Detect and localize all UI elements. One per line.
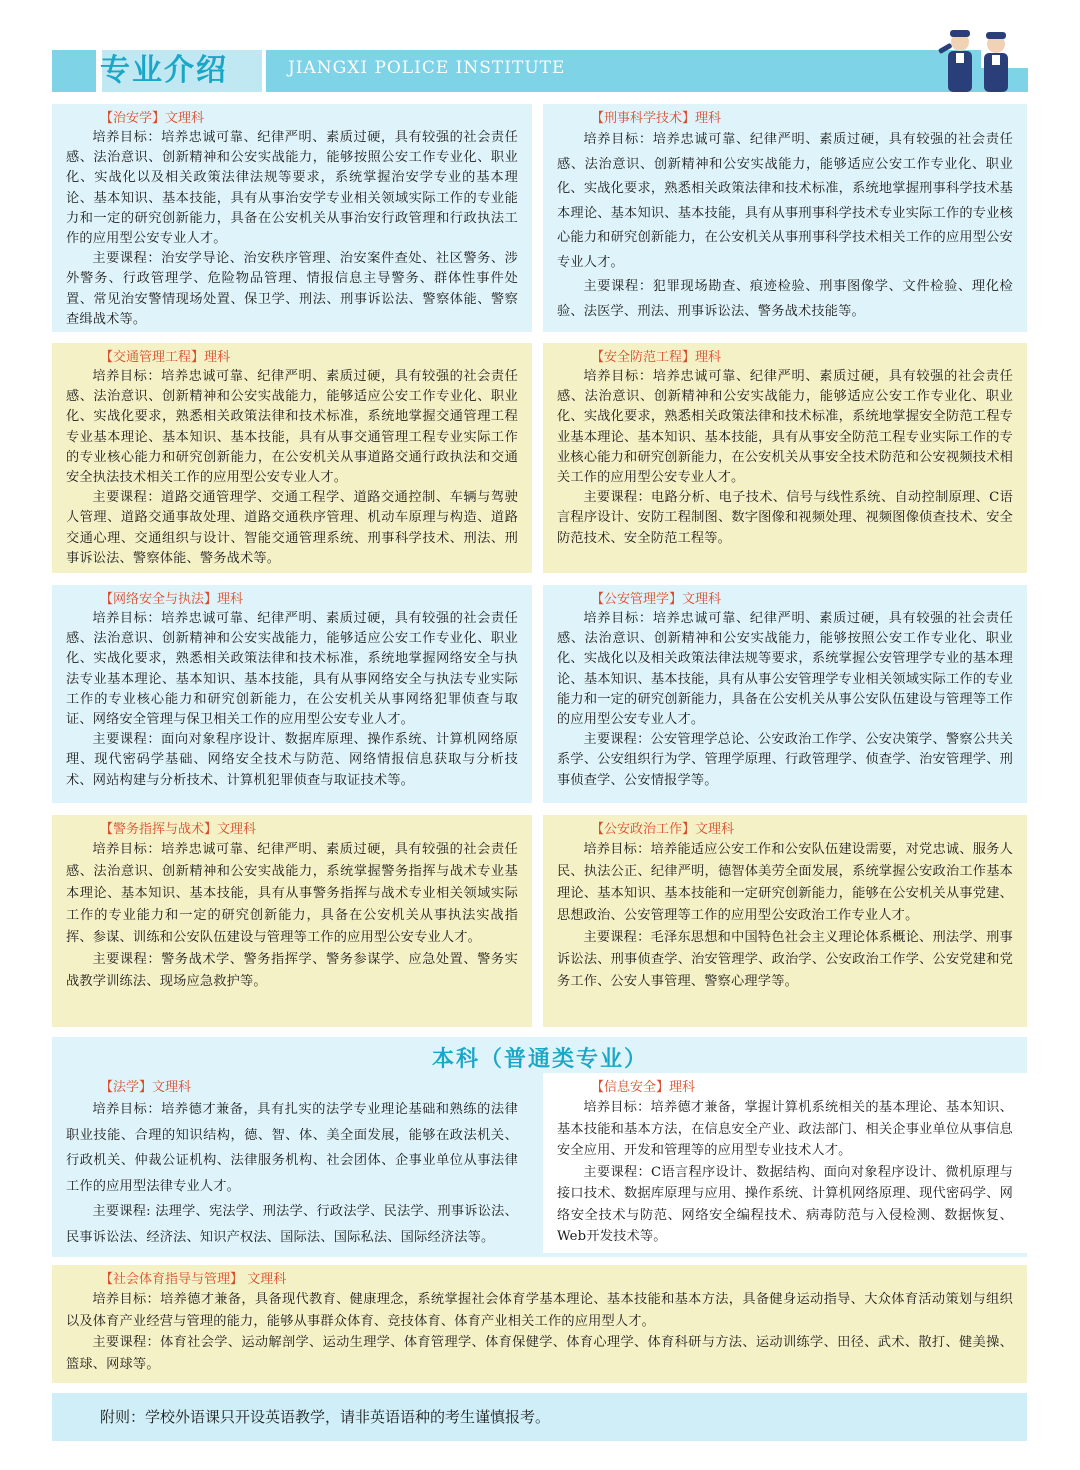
major-courses: 主要课程：C语言程序设计、数据结构、面向对象程序设计、微机原理与接口技术、数据库原理与应用、操作系统、计算机网络原理、现代密码学、网络安全技术与防范、网络安全编程技术、病毒防范与入侵检测、数据恢复、Web开发技术等。 (557, 1164, 1013, 1244)
major-courses: 主要课程：毛泽东思想和中国特色社会主义理论体系概论、刑法学、刑事诉讼法、刑事侦查学、治安管理学、政治学、公安政治工作学、公安党建和党务工作、公安人事管理、警察心理学等。 (557, 930, 1013, 989)
major-heading: 【治安学】文理科 (100, 111, 205, 126)
major-card-xingshi-kexue-jishu (543, 104, 1027, 332)
major-heading: 【警务指挥与战术】文理科 (100, 822, 257, 837)
header-accent-bar (52, 50, 96, 92)
footer-note: 附则：学校外语课只开设英语教学，请非英语语种的考生谨慎报考。 (52, 1393, 1027, 1441)
police-officers-illustration (930, 20, 1028, 92)
major-goal: 培养目标：培养忠诚可靠、纪律严明、素质过硬，具有较强的社会责任感、法治意识、创新精神和公安实战能力，能够适应公安工作专业化、职业化、实战化要求，熟悉相关政策法律和技术标准，系统地掌握网络安全与执法专业基本理论、基本知识、基本技能，具有从事网络安全与执法专业实际工作的专业核心能力和研究创新能力，在公安机关从事网络犯罪侦查与取证、网络安全管理与保卫相关工作的应用型公安专业人才。 (66, 611, 518, 728)
major-goal: 培养目标：培养忠诚可靠、纪律严明、素质过硬，具有较强的社会责任感、法治意识、创新精神和公安实战能力，能够适应公安工作专业化、职业化、实战化要求，熟悉相关政策法律和技术标准，系统地掌握交通管理工程专业基本理论、基本知识、基本技能，具有从事交通管理工程专业实际工作的专业核心能力和研究创新能力，在公安机关从事道路交通行政执法和交通安全执法技术相关工作的应用型公安专业人才。 (66, 369, 518, 486)
major-heading: 【网络安全与执法】理科 (100, 592, 244, 607)
page-title: 专业介绍 (100, 53, 228, 88)
major-heading: 【信息安全】理科 (591, 1080, 696, 1095)
major-card-faxue (52, 1073, 532, 1253)
major-heading: 【公安管理学】文理科 (591, 592, 722, 607)
major-goal: 培养目标：培养忠诚可靠、纪律严明、素质过硬，具有较强的社会责任感、法治意识、创新精神和公安实战能力，能够按照公安工作专业化、职业化、实战化以及相关政策法律法规等要求，系统掌握公安管理学专业的基本理论、基本知识、基本技能，具有从事公安管理学专业相关领域实际工作的专业能力和一定的研究创新能力，具备在公安机关从事公安队伍建设与管理等工作的应用型公安专业人才。 (557, 611, 1013, 728)
general-section-title: 本科（普通类专业） (431, 1046, 648, 1072)
major-card-jingwu-zhihui (52, 815, 532, 1027)
major-courses: 主要课程：道路交通管理学、交通工程学、道路交通控制、车辆与驾驶人管理、道路交通事故处理、道路交通秩序管理、机动车原理与构造、道路交通心理、交通组织与设计、智能交通管理系统、刑事科学技术、刑法、刑事诉讼法、警察体能、警务战术等。 (66, 490, 518, 566)
major-card-anquan-fangfan (543, 343, 1027, 573)
major-goal: 培养目标：培养忠诚可靠、纪律严明、素质过硬，具有较强的社会责任感、法治意识、创新精神和公安实战能力，能够按照公安工作专业化、职业化、实战化以及相关政策法律法规等要求，系统掌握治安学专业的基本理论、基本知识、基本技能，具有从事治安学专业相关领域实际工作的专业能力和一定的研究创新能力，具备在公安机关从事治安行政管理和行政执法工作的应用型公安专业人才。 (66, 130, 518, 247)
major-card-jiaotong-guanli (52, 343, 532, 573)
major-courses: 主要课程：警务战术学、警务指挥学、警务参谋学、应急处置、警务实战教学训练法、现场应急救护等。 (66, 952, 518, 989)
major-courses: 主要课程：公安管理学总论、公安政治工作学、公安决策学、警察公共关系学、公安组织行为学、管理学原理、行政管理学、侦查学、治安管理学、刑事侦查学、公安情报学等。 (557, 732, 1013, 788)
major-heading: 【社会体育指导与管理】 文理科 (100, 1272, 287, 1287)
major-courses: 主要课程：体育社会学、运动解剖学、运动生理学、体育管理学、体育保健学、体育心理学、体育科研与方法、运动训练学、田径、武术、散打、健美操、篮球、网球等。 (66, 1335, 1013, 1372)
major-courses: 主要课程：面向对象程序设计、数据库原理、操作系统、计算机网络原理、现代密码学基础、网络安全技术与防范、网络情报信息获取与分析技术、网站构建与分析技术、计算机犯罪侦查与取证技术等。 (66, 732, 518, 788)
major-goal: 培养目标：培养能适应公安工作和公安队伍建设需要，对党忠诚、服务人民、执法公正、纪律严明，德智体美劳全面发展，系统掌握公安政治工作基本理论、基本知识、基本技能和一定研究创新能力，能够在公安机关从事党建、思想政治、公安管理等工作的应用型公安政治工作专业人才。 (557, 842, 1013, 923)
major-courses: 主要课程：治安学导论、治安秩序管理、治安案件查处、社区警务、涉外警务、行政管理学、危险物品管理、情报信息主导警务、群体性事件处置、常见治安警情现场处置、保卫学、刑法、刑事诉讼法、警察体能、警察查缉战术等。 (66, 251, 518, 327)
major-courses: 主要课程：犯罪现场勘查、痕迹检验、刑事图像学、文件检验、理化检验、法医学、刑法、刑事诉讼法、警务战术技能等。 (557, 279, 1013, 319)
major-courses: 主要课程：电路分析、电子技术、信号与线性系统、自动控制原理、C语言程序设计、安防工程制图、数字图像和视频处理、视频图像侦查技术、安全防范技术、安全防范工程等。 (557, 490, 1013, 546)
major-goal: 培养目标：培养忠诚可靠、纪律严明、素质过硬，具有较强的社会责任感、法治意识、创新精神和公安实战能力，系统掌握警务指挥与战术专业基本理论、基本知识、基本技能，具有从事警务指挥与战术专业相关领域实际工作的专业能力和一定的研究创新能力，具备在公安机关从事执法实战指挥、参谋、训练和公安队伍建设与管理等工作的应用型公安专业人才。 (66, 842, 518, 945)
major-goal: 培养目标：培养德才兼备，具备现代教育、健康理念，系统掌握社会体育学基本理论、基本技能和基本方法，具备健身运动指导、大众体育活动策划与组织以及体育产业经营与管理的能力，能够从事群众体育、竞技体育、体育产业相关工作的应用型人才。 (66, 1292, 1013, 1329)
major-heading: 【安全防范工程】理科 (591, 350, 722, 365)
page-header (52, 50, 1027, 92)
major-card-shehui-tiyu (52, 1265, 1027, 1383)
major-card-gongan-guanli (543, 585, 1027, 803)
major-goal: 培养目标：培养德才兼备，具有扎实的法学专业理论基础和熟练的法律职业技能、合理的知识结构，德、智、体、美全面发展，能够在政法机关、行政机关、仲裁公证机构、法律服务机构、社会团体、企事业单位从事法律工作的应用型法律专业人才。 (66, 1102, 518, 1194)
major-heading: 【刑事科学技术】理科 (591, 111, 722, 126)
major-courses: 主要课程: 法理学、宪法学、刑法学、行政法学、民法学、刑事诉讼法、民事诉讼法、经济法、知识产权法、国际法、国际私法、国际经济法等。 (66, 1204, 518, 1245)
major-card-gongan-zhengzhi (543, 815, 1027, 1027)
major-goal: 培养目标：培养忠诚可靠、纪律严明、素质过硬，具有较强的社会责任感、法治意识、创新精神和公安实战能力，能够适应公安工作专业化、职业化、实战化要求，熟悉相关政策法律和技术标准，系统地掌握安全防范工程专业基本理论、基本知识、基本技能，具有从事安全防范工程专业实际工作的专业核心能力和研究创新能力，在公安机关从事安全技术防范和公安视频技术相关工作的应用型公安专业人才。 (557, 369, 1013, 486)
major-goal: 培养目标：培养忠诚可靠、纪律严明、素质过硬，具有较强的社会责任感、法治意识、创新精神和公安实战能力，能够适应公安工作专业化、职业化、实战化要求，熟悉相关政策法律和技术标准，系统地掌握刑事科学技术基本理论、基本知识、基本技能，具有从事刑事科学技术专业实际工作的专业核心能力和研究创新能力，在公安机关从事刑事科学技术相关工作的应用型公安专业人才。 (557, 132, 1013, 270)
major-card-zhianxue (52, 104, 532, 332)
major-card-xinxi-anquan (543, 1073, 1027, 1253)
institute-name: JIANGXI POLICE INSTITUTE (288, 58, 566, 78)
major-card-wangluo-anquan (52, 585, 532, 803)
major-heading: 【法学】文理科 (100, 1080, 192, 1095)
major-goal: 培养目标：培养德才兼备，掌握计算机系统相关的基本理论、基本知识、基本技能和基本方法，在信息安全产业、政法部门、相关企事业单位从事信息安全应用、开发和管理等的应用型专业技术人才。 (557, 1100, 1013, 1158)
major-heading: 【交通管理工程】理科 (100, 350, 231, 365)
major-heading: 【公安政治工作】文理科 (591, 822, 735, 837)
